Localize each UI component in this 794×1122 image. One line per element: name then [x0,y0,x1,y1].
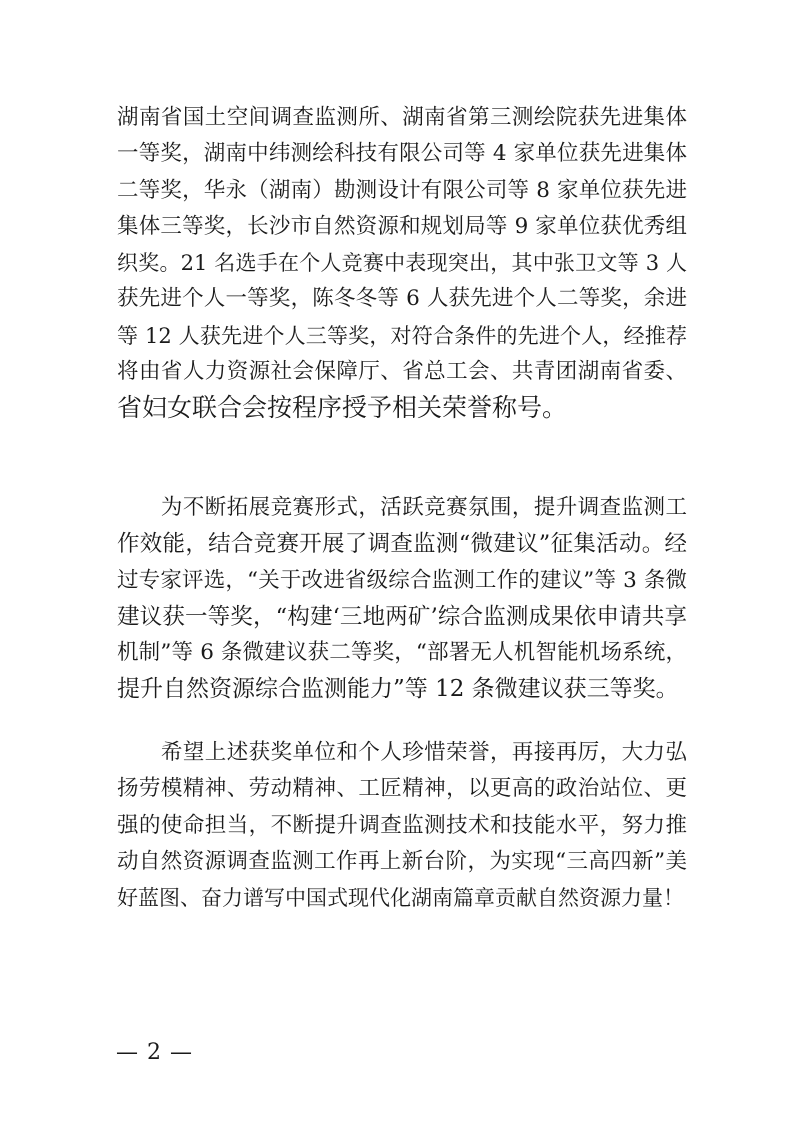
text-line: 一等奖，湖南中纬测绘科技有限公司等 4 家单位获先进集体 [117,141,687,167]
paragraph-closing-hope [117,735,687,916]
text-line: 将由省人力资源社会保障厅、省总工会、共青团湖南省委、 [117,359,687,385]
text-line: 强的使命担当，不断提升调查监测技术和技能水平，努力推 [117,812,687,838]
page-number: — 2 — [116,1040,193,1065]
paragraph-awards-units [117,100,687,427]
text-line: 获先进个人一等奖，陈冬冬等 6 人获先进个人二等奖，余进 [117,286,687,312]
text-line: 提升自然资源综合监测能力”等 12 条微建议获三等奖。 [117,676,679,703]
text-line: 为不断拓展竞赛形式，活跃竞赛氛围，提升调查监测工 [117,495,687,520]
text-line: 湖南省国土空间调查监测所、湖南省第三测绘院获先进集体 [117,105,687,130]
text-line: 好蓝图、奋力谱写中国式现代化湖南篇章贡献自然资源力量！ [117,886,684,911]
text-line: 集体三等奖，长沙市自然资源和规划局等 9 家单位获优秀组 [117,213,687,239]
text-line: 等 12 人获先进个人三等奖，对符合条件的先进个人，经推荐 [117,323,687,348]
text-line: 二等奖，华永（湖南）勘测设计有限公司等 8 家单位获先进 [117,177,687,203]
text-line: 织奖。21 名选手在个人竞赛中表现突出，其中张卫文等 3 人 [117,251,687,276]
paragraph-micro-suggestions [117,490,687,708]
text-line: 省妇女联合会按程序授予相关荣誉称号。 [117,393,568,423]
text-line: 机制”等 6 条微建议获二等奖，“部署无人机智能机场系统， [117,640,687,666]
text-line: 扬劳模精神、劳动精神、工匠精神，以更高的政治站位、更 [117,776,687,802]
text-line: 动自然资源调查监测工作再上新台阶，为实现“三高四新”美 [117,848,687,874]
text-line: 作效能，结合竞赛开展了调查监测“微建议”征集活动。经 [117,531,687,558]
text-line: 建议获一等奖，“构建‘三地两矿’综合监测成果依申请共享 [117,603,687,630]
text-line: 希望上述获奖单位和个人珍惜荣誉，再接再厉，大力弘 [117,740,687,765]
text-line: 过专家评选，“关于改进省级综合监测工作的建议”等 3 条微 [117,567,687,593]
